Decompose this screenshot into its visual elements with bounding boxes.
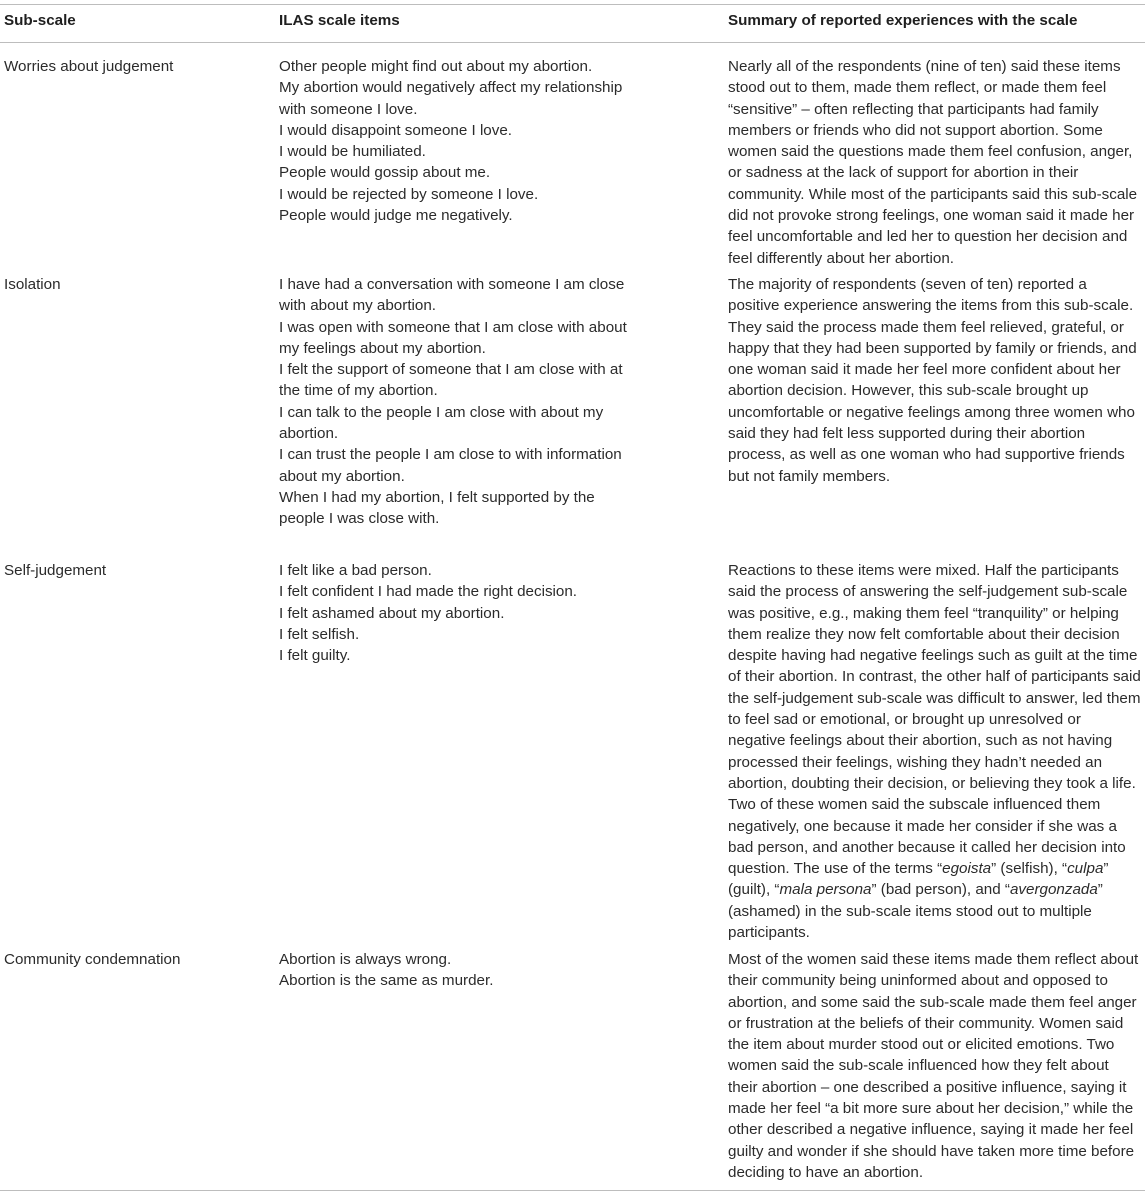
row-items-list bbox=[279, 274, 719, 530]
summary-text: Reactions to these items were mixed. Half the participants said the process of answering the self-judgement sub-scale was positive, e.g., making them feel “tranquility” or helping them realize they now felt comfortable about their decision despite having had negative feelings such as guilt at the time of their abortion. In contrast, the other half of participants said the self-judgement sub-scale was difficult to answer, led them to feel sad or emotional, or brought up unresolved or negative feelings about their abortion, such as not having processed their feelings, wishing they hadn’t needed an abortion, doubting their decision, or believing they took a life. Two of these women said the subscale influenced them negatively, one because it made her consider if she was a bad person, and another because it called her decision into question. The use of the terms “ bbox=[728, 562, 1141, 878]
row-summary: Most of the women said these items made them reflect about their community being uninformed about and opposed to abortion, and some said the sub-scale made them feel anger or frustration at the beliefs of their community. Women said the item about murder stood out or elicited emotions. Two women said the sub-scale influenced how they felt about their abortion – one described a positive influence, saying it made her feel “a bit more sure about her decision,” while the other described a negative influence, saying it made her feel guilty and wonder if she should have taken more time before deciding to have an abortion. bbox=[728, 951, 1139, 1181]
term-mala-persona: mala persona bbox=[779, 881, 872, 899]
scale-item: with about my abortion. bbox=[279, 297, 437, 315]
scale-item: Abortion is the same as murder. bbox=[279, 972, 494, 990]
scale-item: Other people might find out about my abortion. bbox=[279, 58, 593, 75]
scale-item: My abortion would negatively affect my relationship bbox=[279, 79, 623, 97]
scale-item: I felt ashamed about my abortion. bbox=[279, 604, 505, 622]
scale-item: people I was close with. bbox=[279, 510, 440, 528]
scale-item: I would disappoint someone I love. bbox=[279, 121, 513, 139]
term-avergonzada: avergonzada bbox=[1009, 881, 1098, 899]
scale-item: Abortion is always wrong. bbox=[279, 951, 452, 968]
summary-text: ” (bad person), and “ bbox=[871, 881, 1010, 899]
scale-item: When I had my abortion, I felt supported by the bbox=[279, 488, 595, 506]
table-bottom-rule bbox=[0, 1190, 1145, 1191]
scale-item: People would gossip about me. bbox=[279, 164, 491, 182]
scale-item: I can trust the people I am close to with information bbox=[279, 446, 622, 464]
row-summary bbox=[728, 560, 1142, 943]
scale-item: I was open with someone that I am close with about bbox=[279, 318, 627, 336]
term-culpa: culpa bbox=[1067, 860, 1104, 878]
scale-item: I felt guilty. bbox=[279, 647, 351, 665]
row-items-list bbox=[279, 56, 719, 226]
scale-item: with someone I love. bbox=[279, 100, 418, 118]
row-summary: The majority of respondents (seven of ten) reported a positive experience answering the items from this sub-scale. They said the process made them feel relieved, grateful, or happy that they had been supported by family or friends, and one woman said it made her feel more confident about her abortion decision. However, this sub-scale brought up uncomfortable or negative feelings among three women who said they had felt less supported during their abortion process, as well as one woman who had supportive friends but not family members. bbox=[728, 276, 1137, 485]
scale-item: I felt like a bad person. bbox=[279, 562, 432, 579]
scale-item: I can talk to the people I am close with about my bbox=[279, 403, 604, 421]
row-items-list bbox=[279, 560, 719, 666]
scale-item: I would be humiliated. bbox=[279, 143, 426, 161]
row-subscale-label: Isolation bbox=[4, 276, 61, 293]
term-egoista: egoista bbox=[942, 860, 992, 878]
header-summary: Summary of reported experiences with the scale bbox=[728, 12, 1078, 29]
header-subscale: Sub-scale bbox=[4, 12, 76, 29]
summary-text: ” (ashamed) in the sub-scale items stood out to multiple participants. bbox=[728, 881, 1103, 942]
row-summary: Nearly all of the respondents (nine of ten) said these items stood out to them, made them reflect, or made them feel “sensitive” – often reflecting that participants had family members or friends who did not support abortion. Some women said the questions made them feel confusion, anger, or sadness at the lack of support for abortion in their community. While most of the participants said this sub-scale did not provoke strong feelings, one woman said it made her feel uncomfortable and led her to question her decision and feel differently about her abortion. bbox=[728, 58, 1138, 267]
scale-item: I have had a conversation with someone I am close bbox=[279, 276, 625, 293]
summary-text: ” (guilt), “ bbox=[728, 860, 1109, 899]
scale-item: the time of my abortion. bbox=[279, 382, 438, 400]
scale-item: about my abortion. bbox=[279, 467, 405, 485]
header-items: ILAS scale items bbox=[279, 12, 400, 29]
scale-item: I would be rejected by someone I love. bbox=[279, 185, 539, 203]
table-top-rule bbox=[0, 4, 1145, 5]
table-header-row bbox=[0, 12, 1145, 36]
row-subscale-label: Self-judgement bbox=[4, 562, 107, 579]
row-subscale-label: Worries about judgement bbox=[4, 58, 174, 75]
scale-item: People would judge me negatively. bbox=[279, 207, 513, 225]
scale-item: I felt selfish. bbox=[279, 625, 360, 643]
row-items-list bbox=[279, 949, 719, 992]
summary-text: ” (selfish), “ bbox=[991, 860, 1068, 878]
row-subscale-label: Community condemnation bbox=[4, 951, 181, 968]
scale-item: abortion. bbox=[279, 425, 339, 443]
scale-item: my feelings about my abortion. bbox=[279, 339, 486, 357]
scale-item: I felt the support of someone that I am close with at bbox=[279, 361, 623, 379]
scale-item: I felt confident I had made the right decision. bbox=[279, 583, 578, 601]
table-header-rule bbox=[0, 42, 1145, 43]
